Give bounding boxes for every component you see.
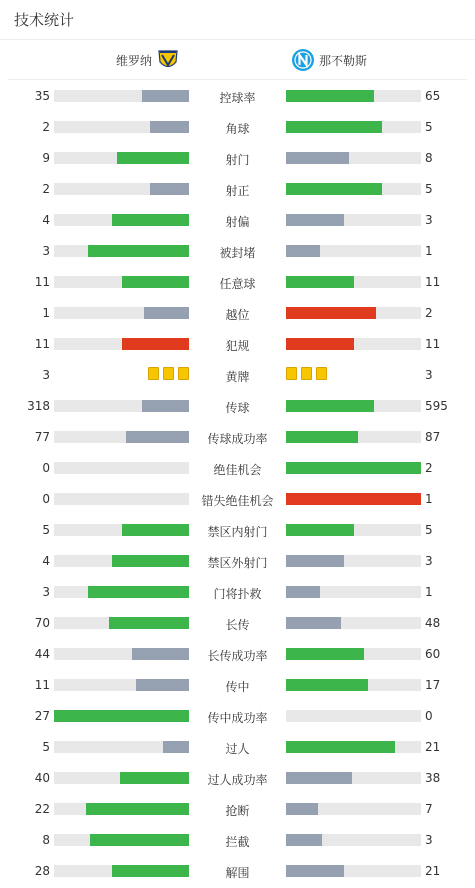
home-stat-value: 8 <box>42 833 50 847</box>
home-stat-value: 70 <box>34 616 50 630</box>
stat-label: 任意球 <box>219 277 256 291</box>
home-stat-bar <box>54 617 189 629</box>
away-stat-bar <box>286 772 421 784</box>
away-stat-value: 2 <box>425 306 433 320</box>
stats-header <box>0 0 475 40</box>
away-stat-bar-fill <box>286 183 382 195</box>
home-stat-bar <box>54 462 189 474</box>
away-stat-bar-fill <box>286 245 320 257</box>
stats-list <box>0 80 475 886</box>
home-stat-bar <box>54 90 189 102</box>
yellow-card-icon <box>163 367 174 380</box>
away-stat-bar-fill <box>286 493 421 505</box>
away-stat-value: 5 <box>425 523 433 537</box>
away-stat-value: 1 <box>425 492 433 506</box>
home-stat-value: 0 <box>42 492 50 506</box>
away-stat-bar-fill <box>286 338 354 350</box>
home-stat-bar-fill <box>86 803 189 815</box>
away-stat-value: 21 <box>425 864 441 878</box>
home-stat-bar <box>54 431 189 443</box>
stat-label: 拦截 <box>225 835 250 849</box>
away-stat-bar <box>286 524 421 536</box>
stat-row <box>0 669 475 700</box>
home-stat-value: 4 <box>42 213 50 227</box>
away-yellow-cards <box>286 367 327 380</box>
home-stat-value: 11 <box>34 678 50 692</box>
home-stat-value: 27 <box>34 709 50 723</box>
home-stat-bar-fill <box>142 90 189 102</box>
napoli-logo-icon <box>291 48 315 72</box>
home-stat-value: 28 <box>34 864 50 878</box>
stat-label: 传中成功率 <box>207 711 268 725</box>
stat-label: 传球 <box>225 401 250 415</box>
stat-row <box>0 483 475 514</box>
away-stat-bar-fill <box>286 586 320 598</box>
away-stat-bar <box>286 493 421 505</box>
home-stat-value: 77 <box>34 430 50 444</box>
home-stat-bar-fill <box>88 245 189 257</box>
stat-label: 长传 <box>225 618 250 632</box>
home-stat-bar <box>54 679 189 691</box>
stat-label: 被封堵 <box>219 246 256 260</box>
away-stat-bar-fill <box>286 121 382 133</box>
stat-label: 传中 <box>225 680 250 694</box>
away-stat-value: 2 <box>425 461 433 475</box>
stat-row <box>0 452 475 483</box>
away-stat-bar-fill <box>286 90 374 102</box>
away-stat-bar <box>286 90 421 102</box>
away-stat-value: 87 <box>425 430 441 444</box>
away-stat-value: 60 <box>425 647 441 661</box>
yellow-card-icon <box>286 367 297 380</box>
stat-label: 射门 <box>225 153 250 167</box>
away-stat-bar <box>286 214 421 226</box>
away-stat-bar-fill <box>286 834 322 846</box>
home-stat-value: 2 <box>42 182 50 196</box>
home-stat-bar-fill <box>112 214 189 226</box>
away-stat-value: 3 <box>425 213 433 227</box>
away-stat-bar-fill <box>286 803 318 815</box>
away-stat-value: 11 <box>425 337 441 351</box>
home-stat-bar-fill <box>150 121 189 133</box>
home-stat-value: 35 <box>34 89 50 103</box>
home-stat-bar <box>54 772 189 784</box>
stat-row <box>0 731 475 762</box>
home-stat-bar-fill <box>126 431 189 443</box>
home-stat-bar <box>54 121 189 133</box>
away-stat-bar <box>286 152 421 164</box>
away-stat-bar-fill <box>286 152 349 164</box>
yellow-card-icon <box>148 367 159 380</box>
home-stat-bar-fill <box>120 772 189 784</box>
home-stat-value: 22 <box>34 802 50 816</box>
home-stat-value: 9 <box>42 151 50 165</box>
home-stat-value: 3 <box>42 368 50 382</box>
away-stat-value: 0 <box>425 709 433 723</box>
away-stat-bar-fill <box>286 276 354 288</box>
home-yellow-cards <box>148 367 189 380</box>
stat-row <box>0 762 475 793</box>
away-stat-bar <box>286 338 421 350</box>
home-stat-bar-fill <box>109 617 189 629</box>
home-stat-value: 1 <box>42 306 50 320</box>
stat-row <box>0 514 475 545</box>
away-stat-bar-fill <box>286 214 344 226</box>
stat-row <box>0 173 475 204</box>
away-stat-bar-fill <box>286 617 341 629</box>
home-stat-value: 5 <box>42 740 50 754</box>
away-stat-bar <box>286 648 421 660</box>
verona-logo-icon <box>156 48 180 72</box>
away-stat-value: 48 <box>425 616 441 630</box>
stat-row <box>0 793 475 824</box>
page-title: 技术统计 <box>14 11 75 29</box>
home-team-name: 维罗纳 <box>115 53 152 68</box>
home-stat-bar <box>54 214 189 226</box>
home-stat-bar-fill <box>112 865 189 877</box>
away-stat-bar <box>286 245 421 257</box>
away-stat-bar-fill <box>286 772 352 784</box>
stat-label: 解围 <box>225 866 250 880</box>
away-stat-bar-fill <box>286 524 354 536</box>
home-stat-bar <box>54 493 189 505</box>
stat-label: 犯规 <box>225 339 250 353</box>
away-stat-value: 65 <box>425 89 441 103</box>
home-stat-bar <box>54 803 189 815</box>
stat-row <box>0 824 475 855</box>
stat-row <box>0 390 475 421</box>
home-stat-value: 3 <box>42 585 50 599</box>
away-stat-value: 8 <box>425 151 433 165</box>
home-stat-bar-fill <box>88 586 189 598</box>
home-stat-bar-fill <box>163 741 189 753</box>
stat-label: 角球 <box>225 122 250 136</box>
away-stat-bar-fill <box>286 865 344 877</box>
stat-row <box>0 576 475 607</box>
away-stat-bar-fill <box>286 307 376 319</box>
away-stat-bar-fill <box>286 400 374 412</box>
away-stat-bar-fill <box>286 555 344 567</box>
home-stat-value: 0 <box>42 461 50 475</box>
home-stat-bar-fill <box>136 679 189 691</box>
away-stat-bar <box>286 431 421 443</box>
home-stat-bar-fill <box>117 152 189 164</box>
home-stat-bar <box>54 555 189 567</box>
stat-label: 绝佳机会 <box>213 463 262 477</box>
stat-label: 越位 <box>225 308 250 322</box>
stat-row <box>0 359 475 390</box>
away-stat-bar <box>286 741 421 753</box>
away-stat-bar <box>286 617 421 629</box>
away-stat-bar <box>286 183 421 195</box>
stat-label: 错失绝佳机会 <box>201 494 274 508</box>
home-stat-bar-fill <box>150 183 189 195</box>
home-stat-bar-fill <box>122 338 190 350</box>
away-stat-value: 38 <box>425 771 441 785</box>
stat-row <box>0 80 475 111</box>
stat-row <box>0 111 475 142</box>
away-stat-bar-fill <box>286 648 364 660</box>
stat-label: 过人 <box>225 742 250 756</box>
away-stat-bar <box>286 803 421 815</box>
stat-row <box>0 607 475 638</box>
away-stat-value: 17 <box>425 678 441 692</box>
home-stat-bar <box>54 524 189 536</box>
home-stat-value: 5 <box>42 523 50 537</box>
home-stat-bar <box>54 152 189 164</box>
stat-label: 射偏 <box>225 215 250 229</box>
away-stat-value: 7 <box>425 802 433 816</box>
stat-row <box>0 545 475 576</box>
yellow-card-icon <box>301 367 312 380</box>
stat-row <box>0 297 475 328</box>
stat-label: 过人成功率 <box>207 773 268 787</box>
stat-label: 黄牌 <box>225 370 250 384</box>
away-stat-bar <box>286 400 421 412</box>
home-stat-bar <box>54 586 189 598</box>
home-stat-bar-fill <box>122 276 190 288</box>
away-stat-bar <box>286 865 421 877</box>
away-stat-bar <box>286 679 421 691</box>
stat-row <box>0 142 475 173</box>
stat-label: 射正 <box>225 184 250 198</box>
away-stat-value: 11 <box>425 275 441 289</box>
away-stat-bar-fill <box>286 741 395 753</box>
away-stat-value: 5 <box>425 182 433 196</box>
teams-row <box>8 40 467 80</box>
away-stat-bar <box>286 121 421 133</box>
home-stat-value: 40 <box>34 771 50 785</box>
home-stat-bar <box>54 307 189 319</box>
away-team[interactable] <box>291 40 367 80</box>
home-stat-bar-fill <box>112 555 189 567</box>
away-stat-value: 3 <box>425 368 433 382</box>
home-stat-bar <box>54 183 189 195</box>
home-stat-value: 3 <box>42 244 50 258</box>
home-stat-bar-fill <box>144 307 189 319</box>
away-stat-bar <box>286 586 421 598</box>
stat-row <box>0 638 475 669</box>
home-stat-bar <box>54 865 189 877</box>
stat-label: 长传成功率 <box>207 649 268 663</box>
home-stat-bar <box>54 834 189 846</box>
home-stat-bar-fill <box>122 524 190 536</box>
home-stat-value: 11 <box>34 275 50 289</box>
stat-row <box>0 235 475 266</box>
home-stat-value: 2 <box>42 120 50 134</box>
away-stat-bar <box>286 307 421 319</box>
away-stat-bar-fill <box>286 431 358 443</box>
stat-row <box>0 266 475 297</box>
home-stat-bar-fill <box>132 648 189 660</box>
away-stat-bar <box>286 834 421 846</box>
away-stat-value: 3 <box>425 554 433 568</box>
home-stat-bar-fill <box>54 710 189 722</box>
stat-row <box>0 700 475 731</box>
home-stat-bar <box>54 245 189 257</box>
home-team[interactable] <box>116 40 180 80</box>
stat-label: 控球率 <box>219 91 256 105</box>
away-team-name: 那不勒斯 <box>319 53 368 68</box>
away-stat-value: 1 <box>425 585 433 599</box>
stat-row <box>0 328 475 359</box>
away-stat-value: 3 <box>425 833 433 847</box>
home-stat-value: 11 <box>34 337 50 351</box>
home-stat-bar <box>54 741 189 753</box>
home-stat-bar <box>54 710 189 722</box>
stat-row <box>0 204 475 235</box>
stat-label: 抢断 <box>225 804 250 818</box>
away-stat-bar-fill <box>286 679 368 691</box>
stat-label: 禁区外射门 <box>207 556 268 570</box>
home-stat-value: 44 <box>34 647 50 661</box>
away-stat-bar <box>286 710 421 722</box>
stat-label: 禁区内射门 <box>207 525 268 539</box>
home-stat-bar <box>54 338 189 350</box>
yellow-card-icon <box>316 367 327 380</box>
stat-label: 门将扑救 <box>213 587 262 601</box>
home-stat-value: 4 <box>42 554 50 568</box>
home-stat-bar <box>54 648 189 660</box>
away-stat-value: 1 <box>425 244 433 258</box>
home-stat-bar <box>54 276 189 288</box>
away-stat-bar <box>286 462 421 474</box>
away-stat-value: 595 <box>425 399 448 413</box>
home-stat-value: 318 <box>27 399 50 413</box>
away-stat-value: 21 <box>425 740 441 754</box>
away-stat-value: 5 <box>425 120 433 134</box>
stat-row <box>0 855 475 886</box>
home-stat-bar-fill <box>142 400 189 412</box>
away-stat-bar-fill <box>286 462 421 474</box>
away-stat-bar <box>286 276 421 288</box>
home-stat-bar-fill <box>90 834 189 846</box>
yellow-card-icon <box>178 367 189 380</box>
stat-label: 传球成功率 <box>207 432 268 446</box>
away-stat-bar <box>286 555 421 567</box>
stat-row <box>0 421 475 452</box>
home-stat-bar <box>54 400 189 412</box>
